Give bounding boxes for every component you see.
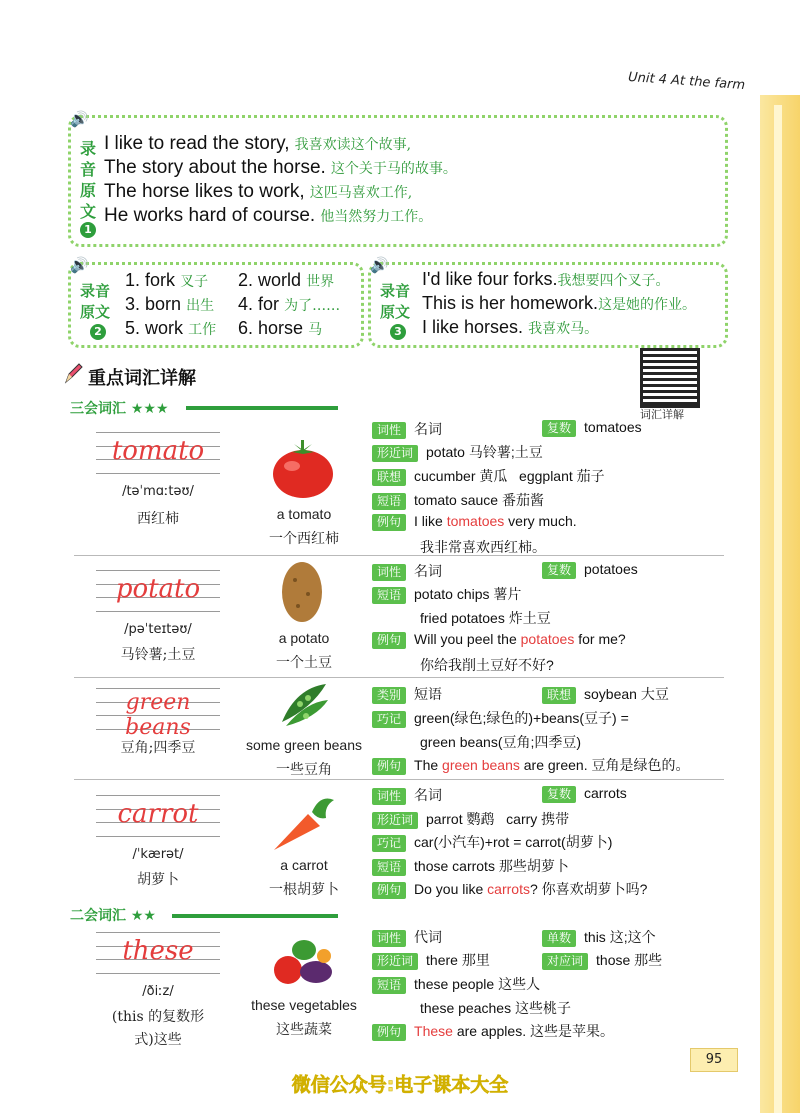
- info-row: 巧记 green(绿色;绿色的)+beans(豆子) =: [372, 708, 629, 728]
- info-row: 例句 These are apples. 这些是苹果。: [372, 1021, 614, 1041]
- tag: 复数: [542, 420, 576, 437]
- tag: 巧记: [372, 835, 406, 852]
- info-row: 联想 soybean 大豆: [542, 684, 669, 704]
- meaning: 胡萝卜: [137, 872, 179, 888]
- listening-line: I'd like four forks.我想要四个叉子。: [422, 269, 670, 289]
- word-item: 6. horse 马: [238, 318, 323, 338]
- speaker-icon[interactable]: 🔊: [70, 110, 89, 128]
- word-item: 5. work 工作: [125, 318, 217, 338]
- tag: 短语: [372, 587, 406, 604]
- word-these: these: [122, 936, 194, 966]
- tag: 例句: [372, 1024, 406, 1041]
- info-row: 词性 名词: [372, 419, 442, 439]
- tag: 复数: [542, 562, 576, 579]
- info-row: 复数 carrots: [542, 785, 627, 803]
- tag: 巧记: [372, 711, 406, 728]
- page-edge-highlight: [774, 105, 782, 1113]
- number-badge-1: 1: [80, 222, 96, 238]
- tag: 对应词: [542, 953, 588, 970]
- image-caption-en: a potato: [278, 630, 330, 646]
- tag: 短语: [372, 859, 406, 876]
- pencil-icon: [64, 362, 84, 384]
- word-tomato: tomato: [111, 436, 205, 466]
- tag: 词性: [372, 930, 406, 947]
- info-row: 词性 名词: [372, 561, 442, 581]
- word-carrot: carrot: [117, 799, 199, 829]
- info-row: 巧记 car(小汽车)+rot = carrot(胡萝卜): [372, 832, 612, 852]
- speaker-icon[interactable]: 🔊: [70, 256, 89, 274]
- info-row: 形近词 potato 马铃薯;土豆: [372, 442, 543, 462]
- image-caption-cn: 一个土豆: [276, 655, 332, 671]
- image-caption-cn: 一根胡萝卜: [269, 882, 339, 898]
- qr-caption: 词汇详解: [640, 408, 684, 421]
- meaning: (this 的复数形: [111, 1009, 205, 1025]
- tag: 形近词: [372, 445, 418, 462]
- level-3-heading: 三会词汇 ★★★: [70, 401, 169, 417]
- info-row: 例句 I like tomatoes very much.: [372, 513, 577, 531]
- tag: 词性: [372, 788, 406, 805]
- word-potato: potato: [115, 574, 201, 604]
- image-caption-en: a tomato: [276, 506, 332, 522]
- tag: 单数: [542, 930, 576, 947]
- info-row: 短语 those carrots 那些胡萝卜: [372, 856, 569, 876]
- info-row: 形近词 parrot 鹦鹉 carry 携带: [372, 809, 569, 829]
- level-bar: [186, 406, 338, 410]
- image-caption-cn: 一些豆角: [276, 762, 332, 778]
- footer-watermark: 微信公众号:电子课本大全: [291, 1074, 509, 1096]
- listening-line: The horse likes to work, 这匹马喜欢工作,: [104, 181, 413, 202]
- tag: 词性: [372, 564, 406, 581]
- listening-label-2: 录音 原文: [80, 282, 111, 321]
- info-row: 短语 tomato sauce 番茄酱: [372, 490, 544, 510]
- image-caption-en: some green beans: [246, 737, 362, 753]
- word-green-beans: green beans: [125, 690, 191, 740]
- info-row: green beans(豆角;四季豆): [420, 734, 582, 750]
- meaning: 豆角;四季豆: [120, 740, 196, 756]
- word-item: 3. born 出生: [125, 294, 215, 314]
- number-badge-3: 3: [390, 324, 406, 340]
- potato-icon: [278, 560, 326, 624]
- green-beans-icon: [276, 678, 332, 730]
- phonetic: /ˈkærət/: [132, 847, 184, 862]
- number-badge-2: 2: [90, 324, 106, 340]
- info-row: 例句 Will you peel the potatoes for me?: [372, 631, 626, 649]
- listening-line: I like horses. 我喜欢马。: [422, 317, 599, 337]
- tag: 短语: [372, 977, 406, 994]
- meaning: 马铃薯;土豆: [120, 647, 196, 663]
- listening-line: He works hard of course. 他当然努力工作。: [104, 205, 433, 226]
- phonetic: /təˈmɑːtəʊ/: [122, 484, 194, 499]
- info-row: 短语 potato chips 薯片: [372, 584, 521, 604]
- tag: 联想: [542, 687, 576, 704]
- example-cn: 你给我削土豆好不好?: [420, 657, 554, 673]
- tag: 例句: [372, 632, 406, 649]
- divider: [74, 677, 724, 678]
- word-item: 1. fork 叉子: [125, 270, 209, 290]
- tomato-icon: [270, 436, 336, 500]
- listening-line: I like to read the story, 我喜欢读这个故事,: [104, 133, 412, 154]
- tag: 例句: [372, 514, 406, 531]
- tag: 形近词: [372, 953, 418, 970]
- listening-line: The story about the horse. 这个关于马的故事。: [104, 157, 457, 178]
- image-caption-en: a carrot: [280, 857, 328, 873]
- meaning: 西红柿: [137, 511, 179, 527]
- tag: 形近词: [372, 812, 418, 829]
- tag: 词性: [372, 422, 406, 439]
- level-bar: [172, 914, 338, 918]
- info-row: 联想 cucumber 黄瓜 eggplant 茄子: [372, 466, 605, 486]
- word-item: 2. world 世界: [238, 270, 335, 290]
- listening-line: This is her homework.这是她的作业。: [422, 293, 697, 313]
- info-row: 类别 短语: [372, 684, 442, 704]
- info-row: 复数 tomatoes: [542, 419, 642, 437]
- tag: 联想: [372, 469, 406, 486]
- tag: 短语: [372, 493, 406, 510]
- divider: [74, 555, 724, 556]
- info-row: 词性 代词: [372, 927, 442, 947]
- info-row: 例句 The green beans are green. 豆角是绿色的。: [372, 755, 689, 775]
- image-caption-en: these vegetables: [251, 997, 357, 1013]
- phonetic: /ðiːz/: [142, 984, 174, 999]
- example-cn: 我非常喜欢西红柿。: [420, 539, 546, 555]
- phonetic: /pəˈteɪtəʊ/: [124, 622, 192, 637]
- info-row: 对应词 those 那些: [542, 950, 662, 970]
- level-2-heading: 二会词汇 ★★: [70, 908, 156, 924]
- section-title: 重点词汇详解: [88, 368, 196, 389]
- carrot-icon: [268, 792, 338, 854]
- tag: 类别: [372, 687, 406, 704]
- tag: 复数: [542, 786, 576, 803]
- info-row: fried potatoes 炸土豆: [420, 610, 551, 626]
- info-row: these peaches 这些桃子: [420, 1000, 571, 1016]
- image-caption-cn: 这些蔬菜: [276, 1022, 332, 1038]
- info-row: 词性 名词: [372, 785, 442, 805]
- vegetables-icon: [268, 928, 338, 990]
- word-item: 4. for 为了……: [238, 294, 341, 314]
- tag: 例句: [372, 882, 406, 899]
- divider: [74, 779, 724, 780]
- info-row: 例句 Do you like carrots? 你喜欢胡萝卜吗?: [372, 879, 647, 899]
- speaker-icon[interactable]: 🔊: [370, 256, 389, 274]
- info-row: 单数 this 这;这个: [542, 927, 656, 947]
- page-number: 95: [690, 1048, 738, 1072]
- listening-label-3: 录音 原文: [380, 282, 411, 321]
- tag: 例句: [372, 758, 406, 775]
- qr-code-icon[interactable]: [640, 348, 700, 408]
- image-caption-cn: 一个西红柿: [269, 531, 339, 547]
- info-row: 复数 potatoes: [542, 561, 638, 579]
- listening-label-1: 录 音 原 文: [79, 139, 96, 221]
- info-row: 形近词 there 那里: [372, 950, 490, 970]
- info-row: 短语 these people 这些人: [372, 974, 540, 994]
- unit-header: Unit 4 At the farm: [627, 69, 746, 94]
- meaning: 式)这些: [134, 1032, 182, 1048]
